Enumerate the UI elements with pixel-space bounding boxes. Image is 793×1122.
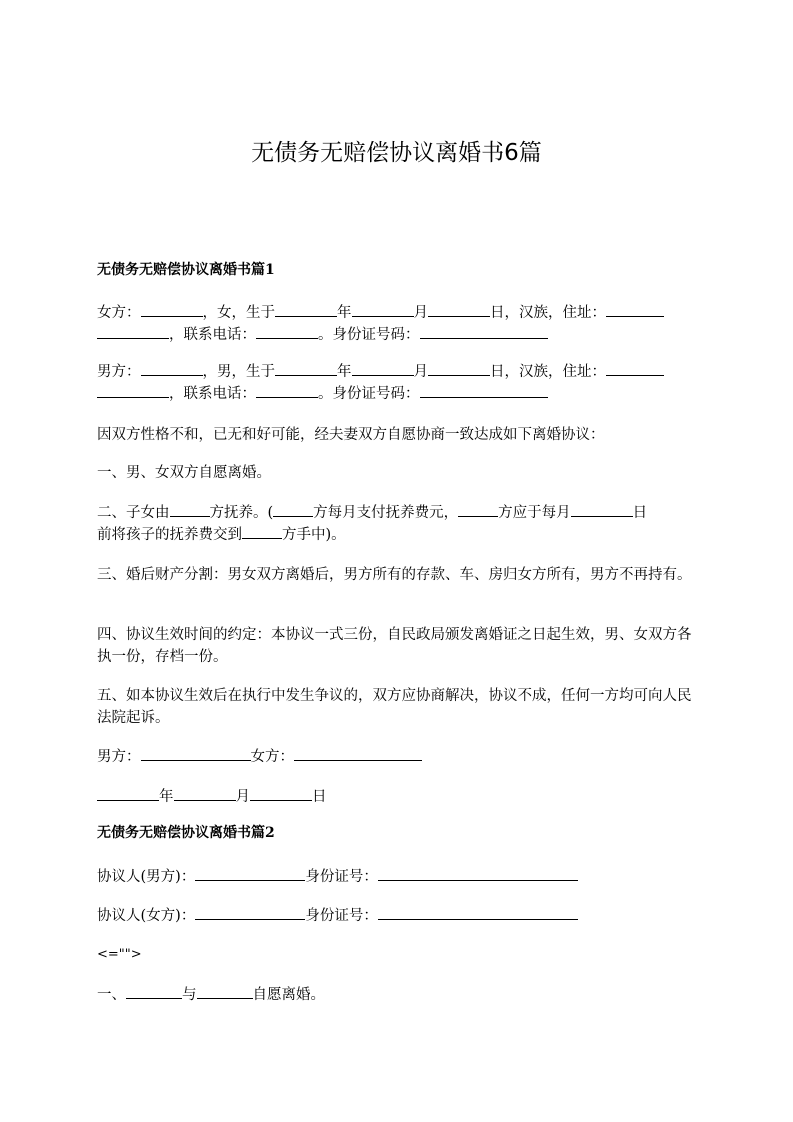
blank-field[interactable]	[256, 324, 318, 339]
blank-field[interactable]	[141, 361, 203, 376]
blank-field[interactable]	[195, 866, 305, 881]
blank-field[interactable]	[174, 786, 236, 801]
blank-field[interactable]	[141, 302, 203, 317]
blank-field[interactable]	[275, 361, 337, 376]
document-title: 无债务无赔偿协议离婚书6篇	[251, 140, 542, 166]
blank-field[interactable]	[97, 786, 159, 801]
clause-4: 四、协议生效时间的约定：本协议一式三份，自民政局颁发离婚证之日起生效，男、女双方各执一份，存档一份。	[97, 627, 692, 665]
clause-3: 三、婚后财产分割：男女双方离婚后，男方所有的存款、车、房归女方所有，男方不再持有。	[97, 567, 692, 583]
female-info-paragraph: 女方： ，女，生于 年 月 日，汉族，住址： ，联系电话： 。身份证号码：	[97, 302, 697, 346]
section-2-heading: 无债务无赔偿协议离婚书篇2	[97, 825, 275, 841]
signature-line: 男方： 女方：	[97, 746, 697, 768]
blank-field[interactable]	[420, 383, 548, 398]
blank-field[interactable]	[141, 746, 251, 761]
blank-field[interactable]	[458, 502, 498, 517]
blank-field[interactable]	[428, 302, 490, 317]
stray-markup-text: <="">	[97, 947, 142, 962]
blank-field[interactable]	[250, 786, 312, 801]
blank-field[interactable]	[428, 361, 490, 376]
blank-field[interactable]	[126, 984, 182, 999]
section-1-heading: 无债务无赔偿协议离婚书篇1	[97, 262, 275, 278]
blank-field[interactable]	[378, 866, 578, 881]
blank-field[interactable]	[195, 905, 305, 920]
clause-2: 二、子女由 方抚养。( 方每月支付抚养费元， 方应于每月 日 前将孩子的抚养费交到 方手中)。	[97, 502, 697, 546]
blank-field[interactable]	[97, 324, 169, 339]
blank-field[interactable]	[273, 502, 313, 517]
party-male-line: 协议人(男方)： 身份证号：	[97, 866, 697, 888]
blank-field[interactable]	[352, 361, 414, 376]
blank-field[interactable]	[606, 302, 664, 317]
blank-field[interactable]	[275, 302, 337, 317]
clause-5: 五、如本协议生效后在执行中发生争议的，双方应协商解决，协议不成，任何一方均可向人民法院起诉。	[97, 688, 692, 726]
blank-field[interactable]	[378, 905, 578, 920]
clause-1: 一、男、女双方自愿离婚。	[97, 465, 271, 481]
blank-field[interactable]	[352, 302, 414, 317]
blank-field[interactable]	[420, 324, 548, 339]
blank-field[interactable]	[294, 746, 422, 761]
blank-field[interactable]	[256, 383, 318, 398]
blank-field[interactable]	[197, 984, 253, 999]
blank-field[interactable]	[606, 361, 664, 376]
male-info-paragraph: 男方： ，男，生于 年 月 日，汉族，住址： ，联系电话： 。身份证号码：	[97, 361, 697, 405]
intro-paragraph: 因双方性格不和，已无和好可能，经夫妻双方自愿协商一致达成如下离婚协议：	[97, 427, 605, 443]
blank-field[interactable]	[170, 502, 210, 517]
blank-field[interactable]	[571, 502, 633, 517]
blank-field[interactable]	[97, 383, 169, 398]
party-female-line: 协议人(女方)： 身份证号：	[97, 905, 697, 927]
section-2-clause-1: 一、 与 自愿离婚。	[97, 984, 697, 1006]
blank-field[interactable]	[242, 524, 282, 539]
date-line: 年 月 日	[97, 786, 697, 808]
